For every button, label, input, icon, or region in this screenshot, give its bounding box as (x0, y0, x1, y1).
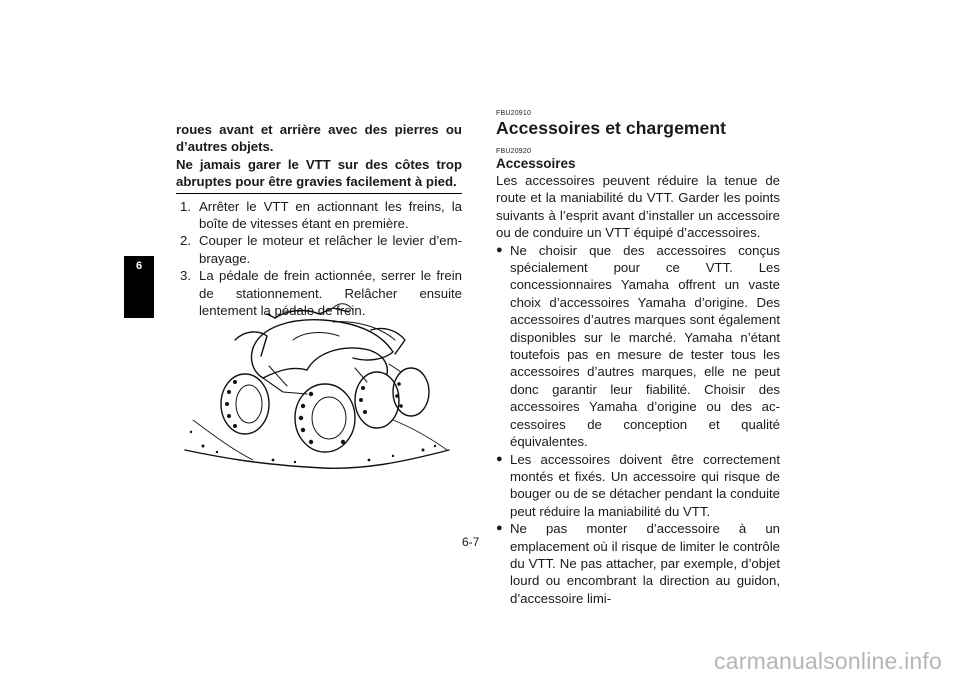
step-number: 1. (180, 198, 191, 214)
step-number: 3. (180, 268, 191, 284)
subsection-code: FBU20920 (496, 148, 532, 155)
bullet-text: Ne pas monter d’accessoire à un emplacement où il risque de limiter le contrôle du VTT. Ne pas attacher, par exemple, d’objet lourd ou encombrant la direction au guidon, d’accessoire limi- (510, 521, 780, 606)
step-text: La pédale de frein actionnée, serrer le frein de stationnement. Relâcher ensuite lentement la pédale de frein. (199, 268, 462, 319)
warning-line-2: Ne jamais garer le VTT sur des côtes trop abruptes pour être gravies facilement à pied. (176, 156, 462, 190)
bullet-item (496, 520, 780, 607)
left-column (176, 121, 462, 319)
bullet-text: Les accessoires doivent être correctement montés et fixés. Un accessoire qui risque de bouger ou de se détacher pendant la conduite peut réduire la maniabilité du VTT. (510, 451, 780, 519)
watermark: carmanualsonline.info (714, 648, 942, 674)
intro-paragraph: Les accessoires peuvent réduire la tenue de route et la maniabilité du VTT. Garder les points suivants à l’esprit avant d’installer un accessoire ou de conduire un VTT équipé d’accessoires. (496, 173, 780, 241)
step-item (176, 198, 462, 233)
step-number: 2. (180, 233, 191, 249)
step-item (176, 232, 462, 267)
bullet-icon: ● (496, 243, 503, 256)
bullet-item (496, 242, 780, 451)
bullet-item (496, 451, 780, 521)
section-title: Accessoires et chargement (496, 118, 727, 138)
atv-parked-on-slope-illustration (183, 300, 451, 472)
right-column (496, 110, 780, 607)
bullet-icon: ● (496, 452, 503, 465)
chapter-tab (124, 256, 154, 318)
warning-end-rule (176, 193, 462, 194)
step-text: Couper le moteur et relâcher le levier d’embrayage. (199, 233, 462, 266)
page-number: 6-7 (462, 535, 480, 549)
bullet-text: Ne choisir que des accessoires conçus spécialement pour ce VTT. Les concessionnaires Yamaha offrent un vaste choix d’accessoires Yamaha d’origine. Des accessoires d’autres marques sont également disponibles sur le marché. Yamaha n’étant toutefois pas en mesure de tester tous les accessoires d’autres marques, elle ne peut donc garantir leur fiabilité. Choisir des accessoires Yamaha d’origine ou des accessoires de conception et qualité équivalentes. (510, 242, 780, 450)
warning-line-1: roues avant et arrière avec des pierres ou d’autres objets. (176, 122, 462, 155)
chapter-tab-number: 6 (135, 260, 143, 272)
subsection-title: Accessoires (496, 156, 576, 171)
step-text: Arrêter le VTT en actionnant les freins, la boîte de vitesses étant en première. (199, 198, 462, 232)
bullet-icon: ● (496, 522, 503, 535)
section-code: FBU20910 (496, 110, 532, 117)
